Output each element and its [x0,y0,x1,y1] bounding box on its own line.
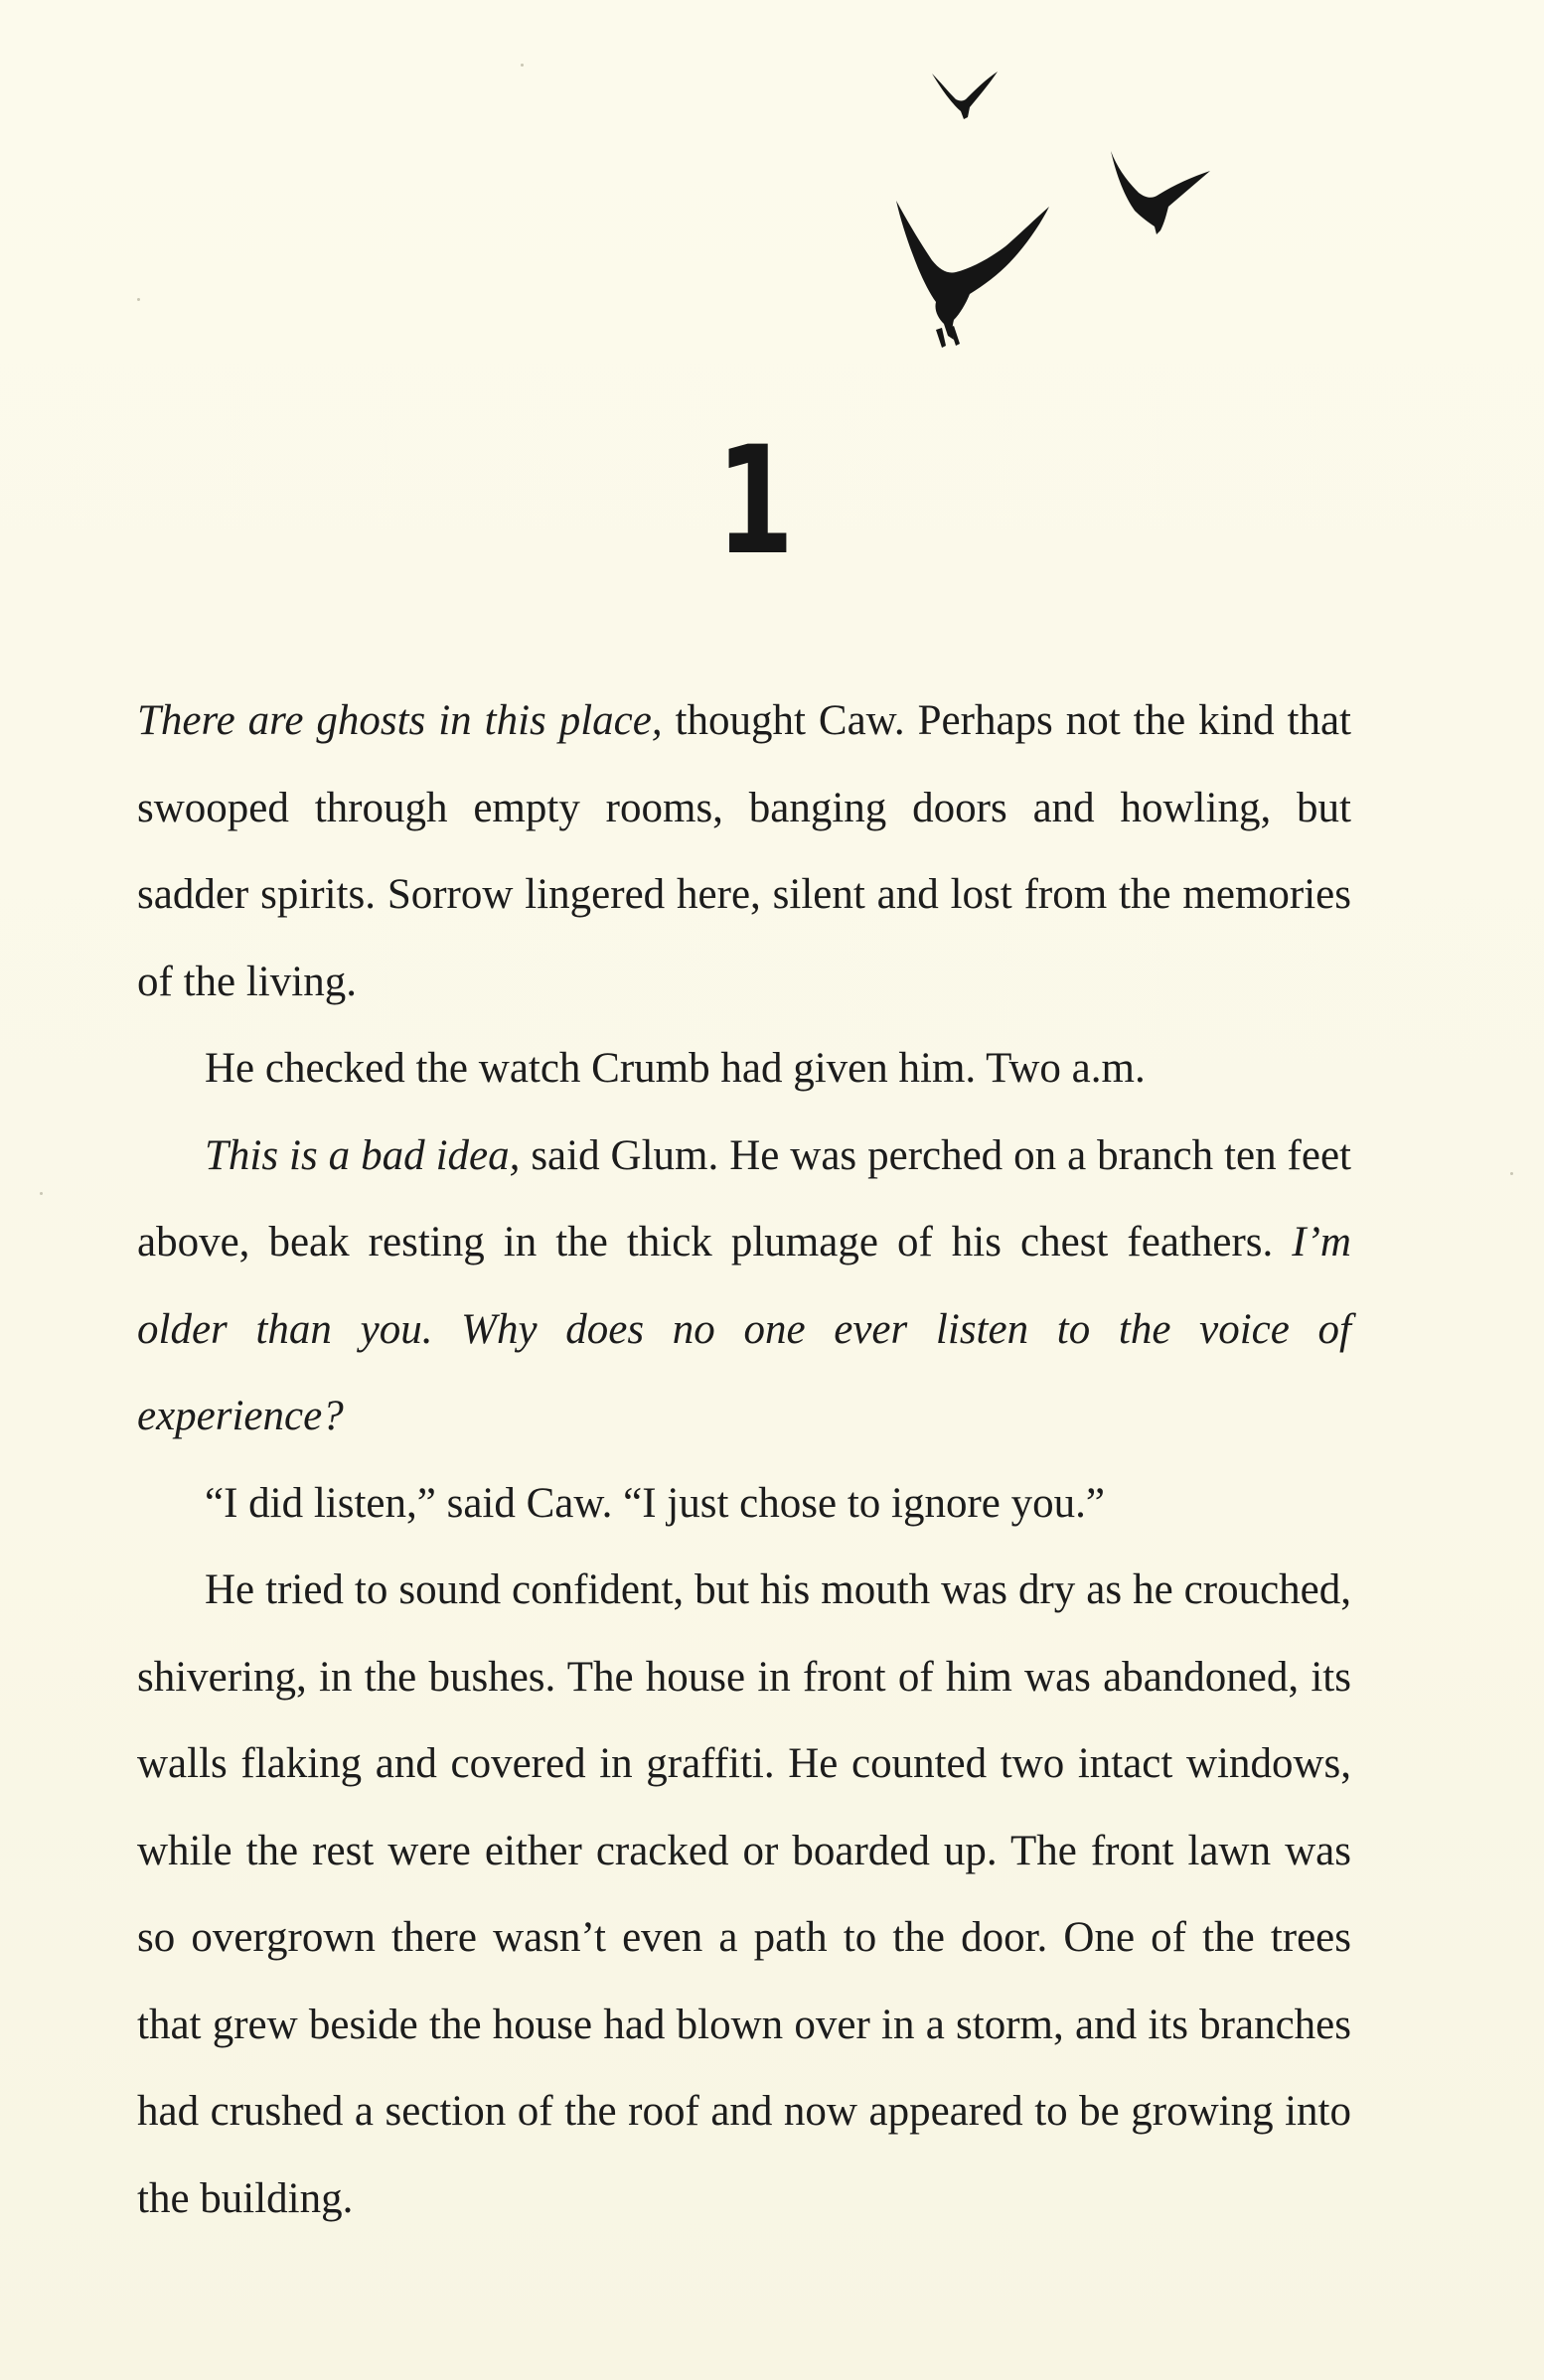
paragraph-text: “I did listen,” said Caw. “I just chose to ignore you.” [205,1479,1105,1527]
crow-small-icon [932,72,998,119]
chapter-body [137,677,1351,2242]
paragraph [137,1460,1351,1548]
paper-speck [137,298,140,301]
crow-large-icon [896,201,1049,340]
paragraph-text: said Glum. He was perched on a branch ten feet above, beak resting in the thick plumage of his chest feathers. [137,1131,1351,1265]
paragraph [137,1547,1351,2242]
paper-speck [521,64,524,67]
italic-speech: I’m older than you. Why does no one ever listen to the voice of experience? [137,1219,1351,1439]
chapter-number: 1 [715,415,795,588]
paper-speck [1510,1172,1513,1175]
paragraph [137,1113,1351,1460]
paragraph-text: thought Caw. Perhaps not the kind that swooped through empty rooms, banging doors and howling, but sadder spirits. Sorrow lingered here, silent and lost from the memories of the living. [137,697,1351,1005]
paragraph [137,677,1351,1025]
italic-speech: This is a bad idea, [205,1131,521,1179]
crows-icon [785,60,1262,417]
crow-right-icon [1111,151,1210,234]
paper-speck [40,1192,43,1195]
paragraph [137,1025,1351,1113]
italic-thought: There are ghosts in this place, [137,697,663,744]
paragraph-text: He checked the watch Crumb had given him. Two a.m. [205,1045,1146,1092]
paragraph-text: He tried to sound confident, but his mouth was dry as he crouched, shivering, in the bushes. The house in front of him was abandoned, its walls flaking and covered in graffiti. He counted two intact windows, while the rest were either cracked or boarded up. The front lawn was so overgrown there wasn’t even a path to the door. One of the trees that grew beside the house had blown over in a storm, and its branches had crushed a section of the roof and now appeared to be growing into the building. [137,1566,1351,2222]
